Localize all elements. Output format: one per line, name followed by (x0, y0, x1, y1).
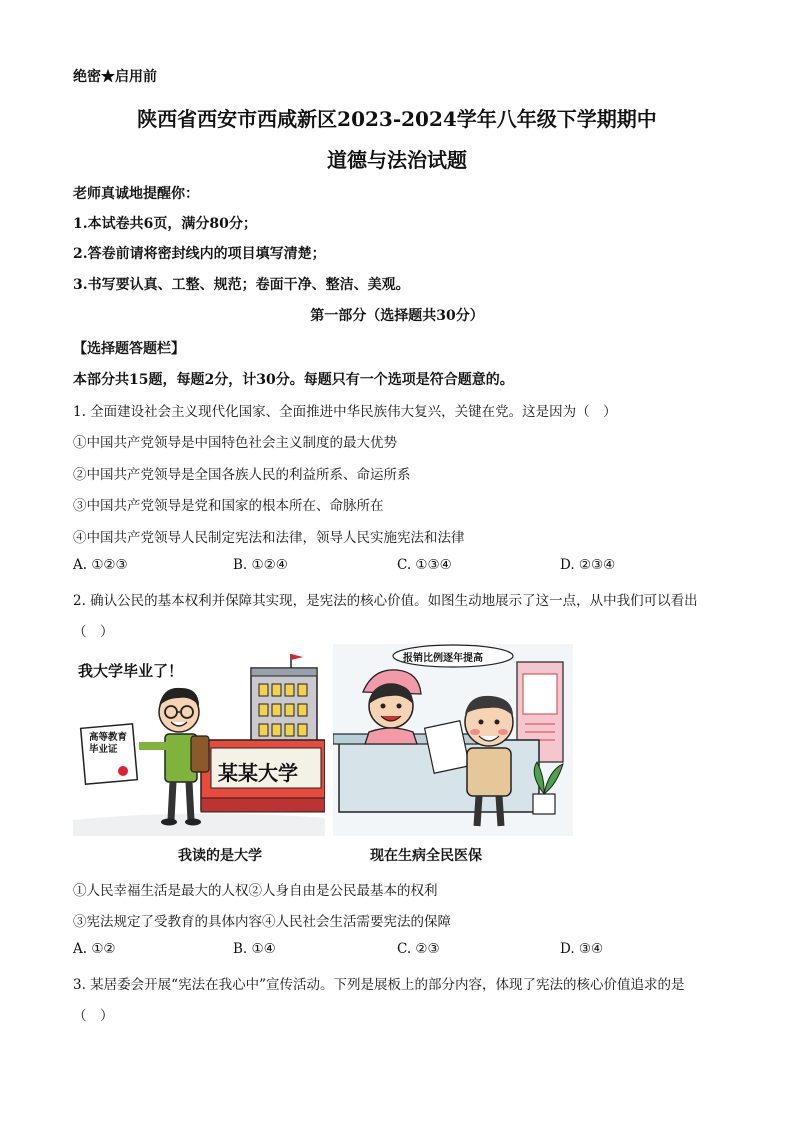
question-1-option-d[interactable]: D. ②③④ (560, 557, 616, 573)
question-1-statement: ③中国共产党领导是党和国家的根本所在、命脉所在 (73, 498, 384, 514)
cartoon-medical-insurance (333, 644, 573, 836)
question-2-stem-bracket: （ ） (73, 624, 114, 640)
reminder-item: 2.答卷前请将密封线内的项目填写清楚； (73, 246, 326, 262)
question-1-option-b[interactable]: B. ①②④ (233, 557, 288, 573)
exam-title-line1: 陕西省西安市西咸新区2023-2024学年八年级下学期期中 (137, 107, 657, 131)
reminder-heading: 老师真诚地提醒你： (73, 186, 199, 202)
question-1-stem: 1. 全面建设社会主义现代化国家、全面推进中华民族伟大复兴，关键在党。这是因为（ ） (73, 404, 617, 420)
question-1-option-a[interactable]: A. ①②③ (73, 557, 128, 573)
question-3-stem: 3. 某居委会开展“宪法在我心中”宣传活动。下列是展板上的部分内容，体现了宪法的核心价值追求的是 (73, 977, 685, 993)
section-instruction: 本部分共15题，每题2分，计30分。每题只有一个选项是符合题意的。 (73, 372, 514, 388)
poster-text: 报销比例逐年提高 (403, 653, 483, 664)
caption-left: 我读的是大学 (178, 848, 262, 864)
university-sign: 某某大学 (218, 761, 298, 785)
question-2-option-b[interactable]: B. ①④ (233, 941, 276, 957)
question-1-statement: ②中国共产党领导是全国各族人民的利益所系、命运所系 (73, 467, 411, 483)
question-2-option-a[interactable]: A. ①② (73, 941, 116, 957)
exam-title-line2: 道德与法治试题 (327, 148, 467, 172)
reminder-item: 3.书写要认真、工整、规范；卷面干净、整洁、美观。 (73, 277, 410, 293)
graduate-speech: 我大学毕业了！ (78, 662, 184, 680)
question-2-statements: ①人民幸福生活是最大的人权②人身自由是公民最基本的权利 (73, 883, 438, 899)
question-1-option-c[interactable]: C. ①③④ (397, 557, 452, 573)
cartoon-medical-insurance-drawing (333, 644, 573, 836)
reminder-item: 1.本试卷共6页，满分80分； (73, 216, 257, 232)
question-2-statements: ③宪法规定了受教育的具体内容④人民社会生活需要宪法的保障 (73, 914, 451, 930)
question-2-stem: 2. 确认公民的基本权利并保障其实现，是宪法的核心价值。如图生动地展示了这一点，从中我们可以看出 (73, 593, 698, 609)
question-3-stem-bracket: （ ） (73, 1008, 114, 1024)
part-title: 第一部分（选择题共30分） (310, 308, 484, 324)
question-1-statement: ④中国共产党领导人民制定宪法和法律，领导人民实施宪法和法律 (73, 530, 465, 546)
cartoon-graduate (73, 648, 325, 836)
certificate-text-line2: 毕业证 (89, 744, 118, 755)
caption-right: 现在生病全民医保 (370, 848, 482, 864)
secret-label: 绝密★启用前 (73, 69, 157, 85)
answer-bar-label: 【选择题答题栏】 (73, 341, 185, 357)
certificate-text-line1: 高等教育 (89, 732, 128, 743)
question-1-statement: ①中国共产党领导是中国特色社会主义制度的最大优势 (73, 435, 397, 451)
question-2-option-c[interactable]: C. ②③ (397, 941, 440, 957)
question-2-option-d[interactable]: D. ③④ (560, 941, 604, 957)
